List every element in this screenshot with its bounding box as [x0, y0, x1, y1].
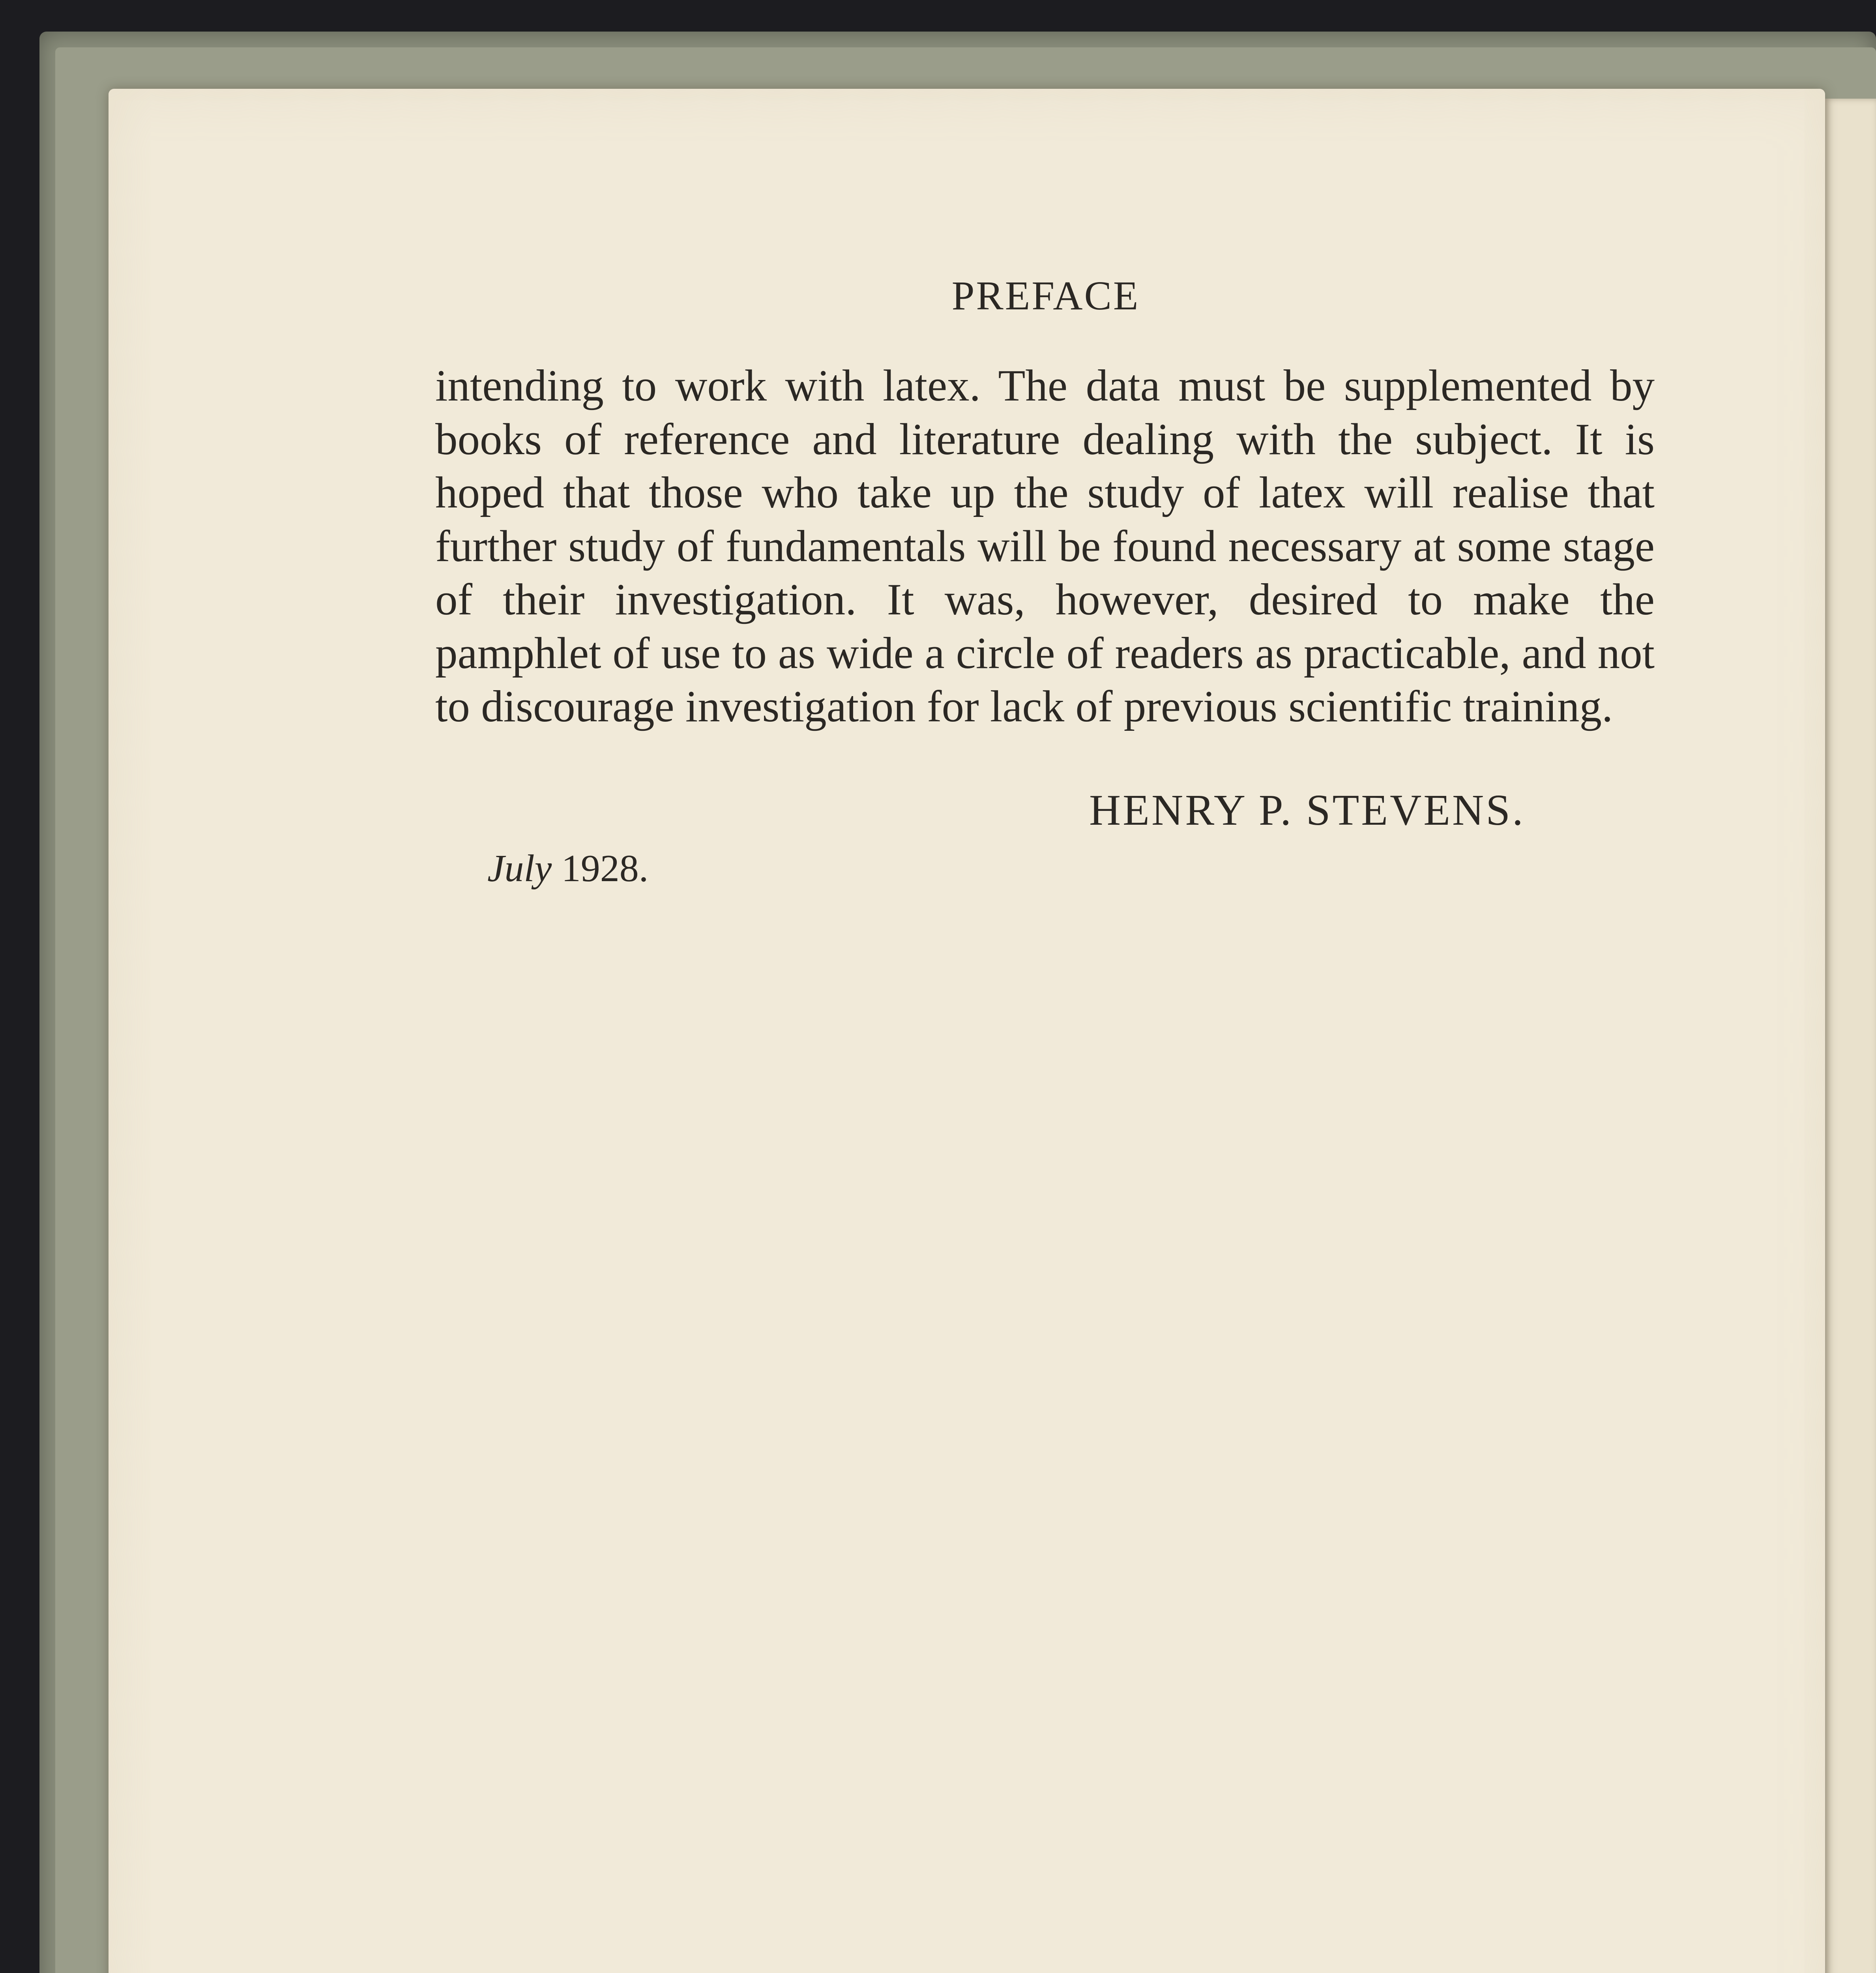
date-month: July	[487, 847, 552, 890]
date-year: 1928.	[561, 847, 649, 890]
next-page-edge	[1825, 99, 1876, 1973]
page-header: PREFACE	[951, 273, 1140, 318]
preface-date	[487, 846, 648, 891]
preface-body-text: intending to work with latex. The data must be supplemented by books of reference and literature dealing with the subject. It is hoped that those who take up the study of latex will realise that further study of fundamentals will be found necessary at some stage of their investigation. It was, however, desired to make the pamphlet of use to as wide a circle of readers as practicable, and not to discourage investigation for lack of previous scientific training.	[435, 361, 1655, 731]
author-signature: HENRY P. STEVENS.	[1089, 786, 1525, 835]
